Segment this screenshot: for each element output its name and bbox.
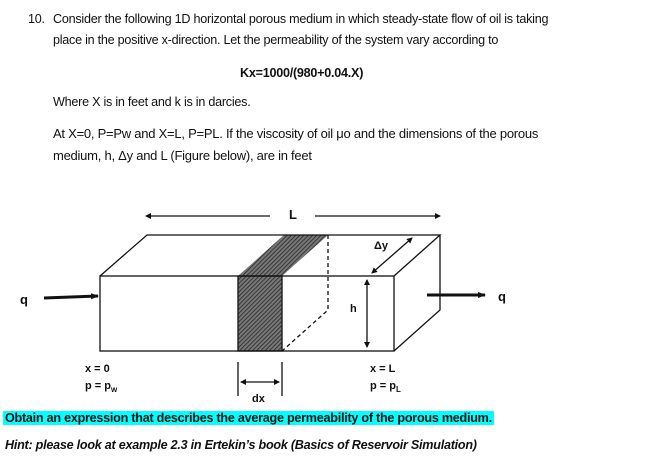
- width-label: Δy: [374, 240, 389, 252]
- element-front-shade: [238, 276, 282, 351]
- flow-in-arrow: [44, 296, 98, 298]
- element-top-shade: [238, 235, 328, 276]
- flow-in-label: q: [20, 292, 28, 307]
- question-line-2: place in the positive x-direction. Let the permeability of the system vary according to: [53, 33, 499, 47]
- height-label: h: [350, 303, 357, 315]
- units-statement: Where X is in feet and k is in darcies.: [53, 95, 251, 109]
- boundary-conditions-line-2: medium, h, Δy and L (Figure below), are in feet: [53, 148, 312, 163]
- inlet-position-label: x = 0: [85, 363, 110, 375]
- outlet-position-label: x = L: [370, 363, 396, 375]
- block-right-face: [394, 235, 440, 351]
- permeability-formula: Kx=1000/(980+0.04.X): [240, 66, 364, 80]
- element-dx-label: dx: [252, 393, 265, 405]
- question-line-1: Consider the following 1D horizontal porous medium in which steady-state flow of oil is taking: [53, 12, 549, 26]
- hint-text: Hint: please look at example 2.3 in Ertekin’s book (Basics of Reservoir Simulation): [5, 438, 477, 452]
- inlet-pressure-label: $p = p_w$: [85, 380, 118, 394]
- boundary-conditions-line-1: At X=0, P=Pw and X=L, P=PL. If the viscosity of oil μo and the dimensions of the porous: [53, 126, 539, 141]
- length-label: L: [289, 207, 297, 222]
- outlet-pressure-label: $p = p_L$: [370, 380, 401, 394]
- flow-out-label: q: [498, 289, 506, 304]
- task-statement: Obtain an expression that describes the average permeability of the porous medium.: [5, 411, 492, 425]
- question-number: 10.: [28, 12, 45, 26]
